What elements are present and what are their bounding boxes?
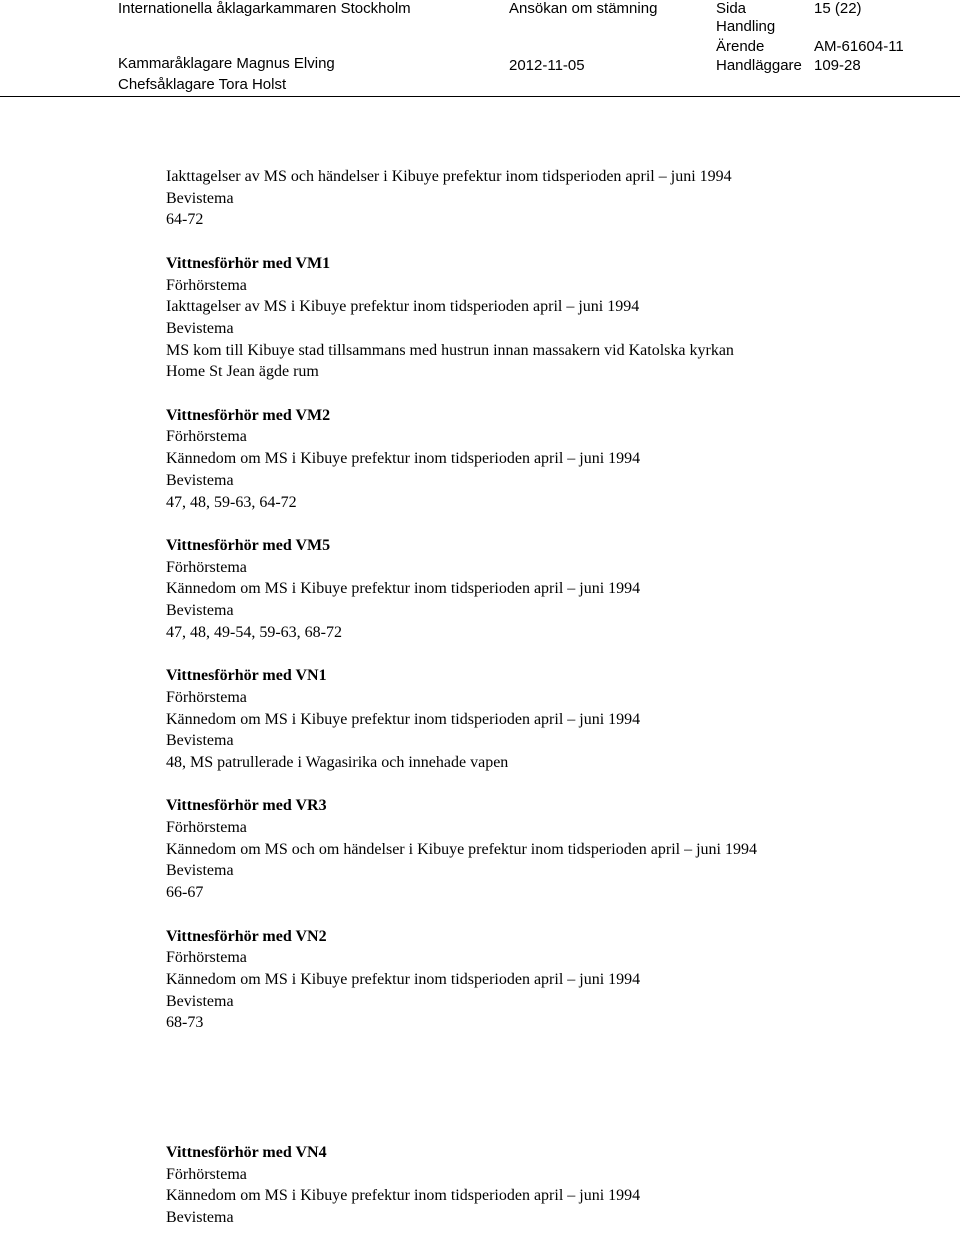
handlaggare-value: 109-28 [814,57,861,74]
forhorstema-label: Förhörstema [166,949,247,967]
witness-section-vr3 [166,795,946,904]
section-heading: Vittnesförhör med VR3 [166,797,327,815]
forhorstema-text: Iakttagelser av MS i Kibuye prefektur inom tidsperioden april – juni 1994 [166,298,640,316]
bevistema-label: Bevistema [166,319,234,337]
prosecutor-1: Kammaråklagare Magnus Elving [118,55,335,72]
org-name: Internationella åklagarkammaren Stockholm [118,0,411,17]
section-heading: Vittnesförhör med VN2 [166,927,327,945]
forhorstema-text: Kännedom om MS i Kibuye prefektur inom tidsperioden april – juni 1994 [166,970,641,988]
handlaggare-label: Handläggare [716,57,802,74]
section-heading: Vittnesförhör med VN4 [166,1144,327,1162]
forhorstema-text: Kännedom om MS och om händelser i Kibuye prefektur inom tidsperioden april – juni 1994 [166,840,757,858]
intro-block [166,166,946,231]
bevistema-text: 64-72 [166,211,204,229]
intro-forhorstema-text: Iakttagelser av MS och händelser i Kibuye prefektur inom tidsperioden april – juni 1994 [166,168,732,185]
document-date: 2012-11-05 [509,57,585,74]
section-heading: Vittnesförhör med VM1 [166,254,331,272]
bevistema-text: MS kom till Kibuye stad tillsammans med hustrun innan massakern vid Katolska kyrkan [166,341,734,359]
witness-section-vm2 [166,405,946,514]
section-heading: Vittnesförhör med VM5 [166,536,331,554]
forhorstema-label: Förhörstema [166,558,247,576]
bevistema-label: Bevistema [166,992,234,1010]
page-header [0,0,960,97]
witness-section-vm1 [166,253,946,383]
forhorstema-label: Förhörstema [166,428,247,446]
witness-section-vm5 [166,535,946,644]
document-type: Ansökan om stämning [509,0,658,17]
witness-section-vn2 [166,926,946,1035]
bevistema-text-continued: Home St Jean ägde rum [166,363,319,381]
bevistema-text: 68-73 [166,1014,204,1032]
bevistema-label: Bevistema [166,471,234,489]
arende-value: AM-61604-11 [814,38,904,55]
section-heading: Vittnesförhör med VM2 [166,406,331,424]
bevistema-label: Bevistema [166,602,234,620]
bevistema-text: 47, 48, 49-54, 59-63, 68-72 [166,623,342,641]
bevistema-text: 66-67 [166,884,204,902]
document-body [166,166,946,1229]
prosecutor-2: Chefsåklagare Tora Holst [118,76,287,93]
bevistema-label: Bevistema [166,189,234,207]
forhorstema-label: Förhörstema [166,276,247,294]
witness-section-vn4 [166,1142,946,1229]
forhorstema-text: Kännedom om MS i Kibuye prefektur inom tidsperioden april – juni 1994 [166,1187,641,1205]
forhorstema-label: Förhörstema [166,819,247,837]
forhorstema-text: Kännedom om MS i Kibuye prefektur inom tidsperioden april – juni 1994 [166,580,641,598]
arende-label: Ärende [716,38,765,55]
bevistema-label: Bevistema [166,862,234,880]
forhorstema-text: Kännedom om MS i Kibuye prefektur inom tidsperioden april – juni 1994 [166,450,641,468]
handling-label: Handling [716,18,776,35]
forhorstema-text: Kännedom om MS i Kibuye prefektur inom tidsperioden april – juni 1994 [166,710,641,728]
forhorstema-label: Förhörstema [166,688,247,706]
sida-label: Sida [716,0,747,17]
forhorstema-label: Förhörstema [166,1165,247,1183]
bevistema-label: Bevistema [166,1209,234,1227]
witness-section-vn1 [166,665,946,774]
section-heading: Vittnesförhör med VN1 [166,667,327,685]
bevistema-text: 48, MS patrullerade i Wagasirika och innehade vapen [166,753,509,771]
bevistema-text: 47, 48, 59-63, 64-72 [166,493,297,511]
bevistema-label: Bevistema [166,732,234,750]
page-number: 15 (22) [814,0,862,17]
